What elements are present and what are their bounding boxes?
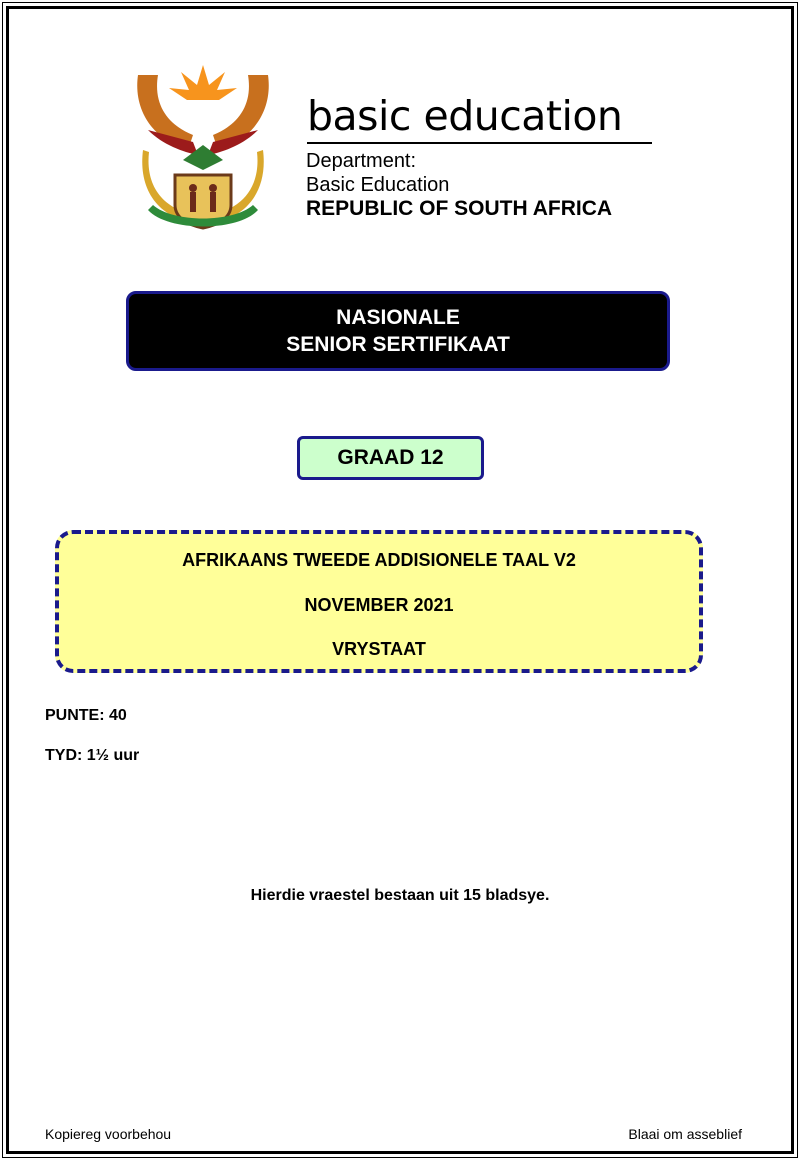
subject-title: AFRIKAANS TWEEDE ADDISIONELE TAAL V2 xyxy=(182,550,576,570)
brand-underline xyxy=(307,142,652,144)
province: VRYSTAAT xyxy=(332,639,426,659)
page-count-note: Hierdie vraestel bestaan uit 15 bladsye. xyxy=(250,887,550,904)
department-label: Department: xyxy=(306,150,417,172)
time-label: TYD: 1½ uur xyxy=(45,747,140,764)
certificate-line2: SENIOR SERTIFIKAAT xyxy=(286,333,510,356)
department-name: Basic Education xyxy=(306,174,450,196)
marks-label: PUNTE: 40 xyxy=(45,707,127,724)
footer-turn-page: Blaai om asseblief xyxy=(628,1126,742,1142)
footer-copyright: Kopiereg voorbehou xyxy=(45,1126,172,1142)
grade-badge: GRAAD 12 xyxy=(297,436,484,480)
country-name: REPUBLIC OF SOUTH AFRICA xyxy=(306,197,613,220)
brand-name: basic education xyxy=(307,92,623,140)
coat-of-arms-logo xyxy=(133,60,273,235)
subject-box xyxy=(55,530,703,673)
exam-date: NOVEMBER 2021 xyxy=(304,595,454,615)
certificate-line1: NASIONALE xyxy=(336,306,460,329)
department-block xyxy=(306,149,612,221)
certificate-banner xyxy=(126,291,670,371)
